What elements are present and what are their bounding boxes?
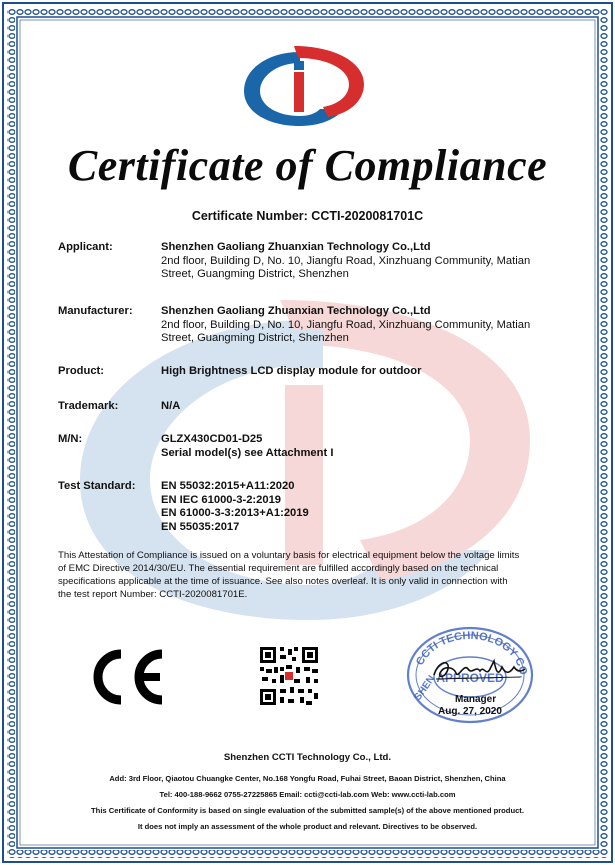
manufacturer-address-line1: 2nd floor, Building D, No. 10, Jiangfu Road, Xinzhuang Community, Matian (161, 318, 531, 331)
statement-line: the test report Number: CCTI-2020081701E. (58, 589, 248, 600)
manufacturer-address-line2: Street, Guangming District, Shenzhen (161, 332, 349, 344)
manufacturer-label: Manufacturer: (58, 305, 133, 317)
qr-code (258, 645, 320, 707)
applicant-address-line1: 2nd floor, Building D, No. 10, Jiangfu Road, Xinzhuang Community, Matian (161, 254, 531, 267)
stamp-text: CCTI TECHNOLOGY CO. (413, 629, 530, 679)
standards-label: Test Standard: (58, 480, 136, 492)
applicant-name: Shenzhen Gaoliang Zhuanxian Technology Co.,Ltd (161, 241, 431, 253)
model-label: M/N: (58, 433, 83, 445)
stamp-center-text: APPROVED (436, 671, 504, 685)
issue-date: Aug. 27, 2020 (438, 706, 502, 717)
footer-address: Add: 3rd Floor, Qiaotou Chuangke Center, No.168 Yongfu Road, Fuhai Street, Baoan District, Shenzhen, China (109, 774, 506, 783)
statement-line: specifications applicable at the time of issuance. See also notes overleaf. It is only valid in connection with (58, 576, 508, 587)
manufacturer-name: Shenzhen Gaoliang Zhuanxian Technology Co.,Ltd (161, 305, 431, 317)
trademark-value: N/A (161, 400, 181, 412)
trademark-label: Trademark: (58, 400, 119, 412)
footer-note-1: This Certificate of Conformity is based on single evaluation of the submitted sample(s) of the above mentioned product. (91, 806, 524, 815)
product-label: Product: (58, 365, 104, 377)
model-value: GLZX430CD01-D25 (161, 433, 263, 445)
product-value: High Brightness LCD display module for outdoor (161, 365, 422, 377)
footer-note-2: It does not imply an assessment of the whole product and relevant. Directives to be observed. (137, 822, 478, 831)
ce-mark-icon (88, 648, 168, 706)
applicant-address-line2: Street, Guangming District, Shenzhen (161, 268, 349, 280)
standard-item: EN IEC 61000-3-2:2019 (161, 493, 282, 506)
serial-models: Serial model(s) see Attachment I (161, 446, 334, 459)
stamp-side-text: SHEN (412, 673, 438, 703)
statement-line: This Attestation of Compliance is issued on a voluntary basis for electrical equipment below the voltage limits (58, 550, 520, 561)
footer-contact: Tel: 400-188-9662 0755-27225865 Email: ccti@ccti-lab.com Web: www.ccti-lab.com (159, 790, 456, 799)
statement-line: of EMC Directive 2014/30/EU. The essential requirement are fulfilled accordingly based on the technical (58, 563, 499, 574)
applicant-label: Applicant: (58, 241, 113, 253)
footer-company: Shenzhen CCTI Technology Co., Ltd. (223, 752, 392, 763)
standard-item: EN 55035:2017 (161, 520, 240, 533)
certificate-number: Certificate Number: CCTI-2020081701C (191, 209, 424, 223)
standard-item: EN 55032:2015+A11:2020 (161, 480, 295, 492)
ccti-logo (238, 44, 370, 130)
compliance-statement (58, 549, 560, 601)
manager-signature (428, 655, 528, 685)
certificate-title: Certificate of Compliance (67, 141, 548, 190)
standard-item: EN 61000-3-3:2013+A1:2019 (161, 507, 309, 519)
signer-title: Manager (455, 694, 497, 705)
